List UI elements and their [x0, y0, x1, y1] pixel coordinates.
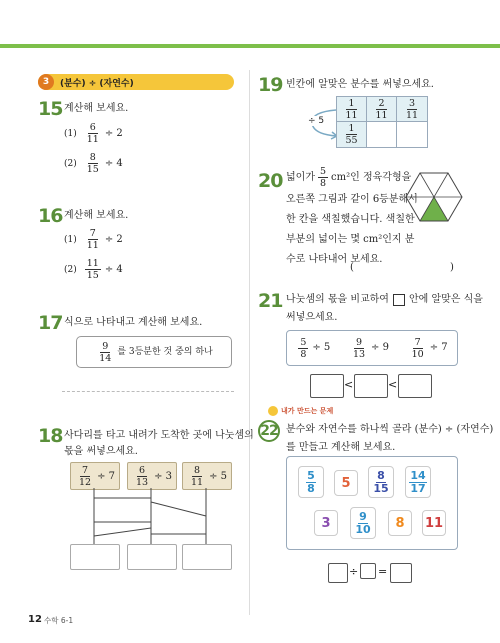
- ladder-answer-3[interactable]: [182, 544, 232, 570]
- expression-answer-number[interactable]: [360, 563, 376, 579]
- fraction: $\frac{9}{14}$: [99, 340, 112, 364]
- text: 안에 알맞은 식을: [408, 294, 483, 305]
- question-text-15: 계산해 보세요.: [64, 103, 129, 114]
- card-fraction-8-15[interactable]: 8 15: [368, 466, 394, 498]
- q17-prompt-box: [76, 336, 232, 368]
- ladder-answer-2[interactable]: [127, 544, 177, 570]
- grid-answer-cell[interactable]: [397, 122, 427, 147]
- ladder-answer-1[interactable]: [70, 544, 120, 570]
- item-label: (1): [64, 234, 77, 245]
- operator: ÷ 4: [104, 263, 123, 275]
- ladder-lines: [60, 488, 240, 544]
- ladder-top-1: [70, 462, 120, 490]
- text: cm²인 정육각형을: [331, 171, 412, 183]
- q19-grid: [336, 96, 428, 148]
- card-fraction-9-10[interactable]: 9 10: [350, 507, 376, 539]
- fraction: $\frac{8}{11}$: [190, 464, 204, 488]
- fraction: $\frac{5}{8}$: [319, 166, 327, 189]
- expression-answer-result[interactable]: [390, 563, 412, 583]
- expression: $\frac{7}{10}$ ÷ 7: [411, 336, 448, 360]
- operator: ÷ 2: [104, 233, 123, 245]
- q21-expression-box: [286, 330, 458, 366]
- column-divider: [249, 70, 250, 615]
- less-than-sign: <: [344, 378, 354, 391]
- fraction: $\frac{8}{15}$: [86, 152, 99, 175]
- section-header: [38, 74, 234, 90]
- answer-divider: [62, 391, 234, 392]
- compare-answer-2[interactable]: [354, 374, 388, 398]
- footer-book-title: 수학 6-1: [44, 616, 74, 625]
- answer-input-20[interactable]: [360, 261, 448, 277]
- operator: ÷ 5: [209, 470, 227, 482]
- item-label: (2): [64, 264, 77, 275]
- card-number-8[interactable]: 8: [388, 510, 412, 536]
- answer-paren-open: (: [350, 262, 354, 273]
- compare-answer-3[interactable]: [398, 374, 432, 398]
- card-fraction-5-8[interactable]: 5 8: [298, 466, 324, 498]
- question-text-20-line4: 부분의 넓이는 몇 cm²인지 분: [286, 234, 415, 245]
- card-number-5[interactable]: 5: [334, 470, 358, 496]
- item-label: (2): [64, 158, 77, 169]
- grid-cell: $\frac{2}{11}$: [367, 97, 397, 122]
- question-text-19: 빈칸에 알맞은 분수를 써넣으세요.: [286, 79, 434, 90]
- answer-paren-close: ): [450, 262, 454, 273]
- q16-item-2: [64, 258, 123, 281]
- question-text-21-line2: 써넣으세요.: [286, 312, 338, 323]
- question-number-19: 19: [258, 74, 283, 96]
- divide-label: ÷ 5: [308, 116, 325, 126]
- fraction: $\frac{6}{13}$: [135, 464, 149, 488]
- operator: ÷ 3: [154, 470, 172, 482]
- less-than-sign: <: [388, 378, 398, 391]
- fraction: $\frac{11}{15}$: [86, 258, 99, 281]
- text: 나눗셈의 몫을 비교하여: [286, 294, 389, 305]
- fraction: $\frac{6}{11}$: [86, 122, 99, 145]
- card-number-3[interactable]: 3: [314, 510, 338, 536]
- card-number-11[interactable]: 11: [422, 510, 446, 536]
- q15-item-1: [64, 122, 123, 145]
- expression: $\frac{5}{8}$ ÷ 5: [300, 336, 331, 360]
- q15-item-2: [64, 152, 123, 175]
- question-text-20-line5: 수로 나타내어 보세요.: [286, 254, 383, 265]
- header-bar: [0, 44, 500, 48]
- question-number-15: 15: [38, 98, 63, 120]
- card-fraction-14-17[interactable]: 14 17: [405, 466, 431, 498]
- question-text-21-line1: [286, 290, 483, 310]
- question-text-18-line1: 사다리를 타고 내려가 도착한 곳에 나눗셈의: [64, 430, 254, 441]
- fraction: $\frac{7}{11}$: [86, 228, 99, 251]
- grid-cell: $\frac{1}{11}$: [337, 97, 367, 122]
- question-text-22-line1: 분수와 자연수를 하나씩 골라 (분수) ÷ (자연수): [286, 424, 494, 435]
- expression: $\frac{9}{13}$ ÷ 9: [352, 336, 389, 360]
- equals-sign: =: [378, 565, 388, 578]
- grid-cell: $\frac{3}{11}$: [397, 97, 427, 122]
- blank-box-icon: [393, 294, 405, 306]
- operator: ÷ 4: [104, 157, 123, 169]
- question-number-20: 20: [258, 170, 283, 192]
- question-text-16: 계산해 보세요.: [64, 210, 129, 221]
- section-title: (분수) ÷ (자연수): [60, 78, 134, 89]
- question-text-17: 식으로 나타내고 계산해 보세요.: [64, 317, 203, 328]
- smile-icon: [268, 406, 278, 416]
- footer-page-number: 12: [28, 614, 42, 625]
- my-problem-badge: [268, 406, 333, 416]
- question-number-21: 21: [258, 290, 283, 312]
- expression-answer-fraction[interactable]: [328, 563, 348, 583]
- divide-sign: ÷: [349, 565, 359, 578]
- section-number: 3: [38, 74, 54, 90]
- question-text-20-line3: 한 칸을 색칠했습니다. 색칠한: [286, 214, 415, 225]
- grid-answer-cell[interactable]: [367, 122, 397, 147]
- question-text-18-line2: 몫을 써넣으세요.: [64, 446, 138, 457]
- question-number-17: 17: [38, 312, 63, 334]
- hexagon-figure: [405, 168, 463, 226]
- question-number-16: 16: [38, 205, 63, 227]
- operator: ÷ 2: [104, 127, 123, 139]
- question-text-20-line1: [286, 166, 411, 189]
- question-number-22-badge: [258, 420, 280, 442]
- question-text-22-line2: 를 만들고 계산해 보세요.: [286, 442, 396, 453]
- question-number-18: 18: [38, 425, 63, 447]
- prompt-text: 를 3등분한 것 중의 하나: [117, 347, 213, 357]
- ladder-top-2: [127, 462, 177, 490]
- q16-item-1: [64, 228, 123, 251]
- ladder-top-3: [182, 462, 232, 490]
- operator: ÷ 7: [97, 470, 115, 482]
- question-number-22: 22: [260, 423, 278, 439]
- question-text-20-line2: 오른쪽 그림과 같이 6등분해서: [286, 194, 418, 205]
- item-label: (1): [64, 128, 77, 139]
- compare-answer-1[interactable]: [310, 374, 344, 398]
- text: 넓이가: [286, 171, 315, 183]
- fraction: $\frac{7}{12}$: [78, 464, 92, 488]
- badge-text: 내가 만드는 문제: [281, 407, 334, 415]
- grid-cell: $\frac{1}{55}$: [337, 122, 367, 147]
